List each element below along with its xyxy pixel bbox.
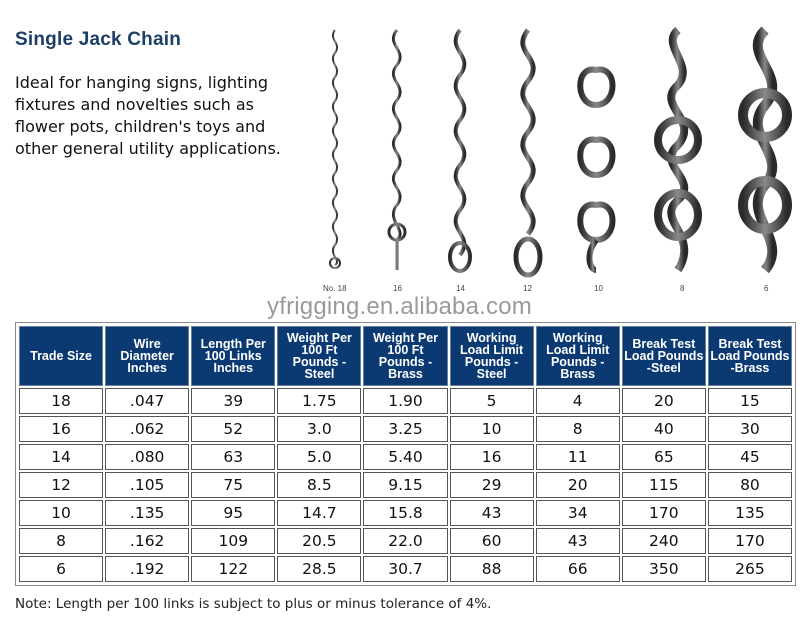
table-cell: .062 xyxy=(105,416,189,442)
chain-label-14: 14 xyxy=(456,284,465,293)
table-cell: 170 xyxy=(708,528,792,554)
table-cell: 1.90 xyxy=(363,388,447,414)
table-cell: 8 xyxy=(19,528,103,554)
table-cell: 88 xyxy=(450,556,534,582)
table-cell: 350 xyxy=(622,556,706,582)
table-cell: 29 xyxy=(450,472,534,498)
specs-table xyxy=(15,322,796,586)
table-cell: 5 xyxy=(450,388,534,414)
table-cell: 20 xyxy=(622,388,706,414)
table-cell: 43 xyxy=(450,500,534,526)
col-wll-steel: Working Load Limit Pounds - Steel xyxy=(450,326,534,386)
table-cell: 122 xyxy=(191,556,275,582)
col-weight-steel: Weight Per 100 Ft Pounds - Steel xyxy=(277,326,361,386)
table-cell: 22.0 xyxy=(363,528,447,554)
chain-label-16: 16 xyxy=(393,284,402,293)
table-cell: 8.5 xyxy=(277,472,361,498)
table-cell: 66 xyxy=(536,556,620,582)
table-cell: 135 xyxy=(708,500,792,526)
table-cell: 30.7 xyxy=(363,556,447,582)
table-cell: 5.0 xyxy=(277,444,361,470)
table-cell: 15.8 xyxy=(363,500,447,526)
chain-illustration-icon xyxy=(300,25,808,300)
col-length-per-100: Length Per 100 Links Inches xyxy=(191,326,275,386)
table-cell: 12 xyxy=(19,472,103,498)
col-wll-brass: Working Load Limit Pounds - Brass xyxy=(536,326,620,386)
watermark: yfrigging.en.alibaba.com xyxy=(267,293,532,320)
table-cell: 20 xyxy=(536,472,620,498)
table-row xyxy=(19,528,792,554)
col-weight-brass: Weight Per 100 Ft Pounds - Brass xyxy=(363,326,447,386)
table-cell: 52 xyxy=(191,416,275,442)
table-cell: 3.0 xyxy=(277,416,361,442)
table-cell: .162 xyxy=(105,528,189,554)
col-break-brass: Break Test Load Pounds -Brass xyxy=(708,326,792,386)
product-description: Ideal for hanging signs, lighting fixtures and novelties such as flower pots, children's toys and other general utility applications. xyxy=(15,73,281,158)
table-cell: 4 xyxy=(536,388,620,414)
table-row xyxy=(19,500,792,526)
table-row xyxy=(19,388,792,414)
table-row xyxy=(19,556,792,582)
col-break-steel: Break Test Load Pounds -Steel xyxy=(622,326,706,386)
table-cell: .135 xyxy=(105,500,189,526)
table-cell: 63 xyxy=(191,444,275,470)
table-cell: 43 xyxy=(536,528,620,554)
table-cell: 34 xyxy=(536,500,620,526)
chain-label-10: 10 xyxy=(594,284,603,293)
table-cell: 65 xyxy=(622,444,706,470)
table-cell: 60 xyxy=(450,528,534,554)
chain-label-18: No. 18 xyxy=(323,284,347,293)
table-cell: 16 xyxy=(19,416,103,442)
table-cell: .192 xyxy=(105,556,189,582)
table-cell: 30 xyxy=(708,416,792,442)
table-cell: 15 xyxy=(708,388,792,414)
table-cell: 14.7 xyxy=(277,500,361,526)
table-cell: 14 xyxy=(19,444,103,470)
table-cell: 95 xyxy=(191,500,275,526)
table-cell: 40 xyxy=(622,416,706,442)
table-cell: 265 xyxy=(708,556,792,582)
table-cell: 109 xyxy=(191,528,275,554)
col-trade-size: Trade Size xyxy=(19,326,103,386)
table-row xyxy=(19,444,792,470)
table-cell: 20.5 xyxy=(277,528,361,554)
page-title: Single Jack Chain xyxy=(15,29,182,50)
table-cell: 28.5 xyxy=(277,556,361,582)
table-cell: 10 xyxy=(19,500,103,526)
table-cell: 11 xyxy=(536,444,620,470)
table-cell: 170 xyxy=(622,500,706,526)
table-cell: 18 xyxy=(19,388,103,414)
chain-label-6: 6 xyxy=(764,284,769,293)
table-cell: .080 xyxy=(105,444,189,470)
table-cell: 45 xyxy=(708,444,792,470)
table-cell: .047 xyxy=(105,388,189,414)
table-cell: 1.75 xyxy=(277,388,361,414)
table-cell: 6 xyxy=(19,556,103,582)
table-header-row xyxy=(19,326,792,386)
table-cell: 10 xyxy=(450,416,534,442)
table-cell: .105 xyxy=(105,472,189,498)
table-cell: 80 xyxy=(708,472,792,498)
table-cell: 5.40 xyxy=(363,444,447,470)
tolerance-note: Note: Length per 100 links is subject to plus or minus tolerance of 4%. xyxy=(15,596,492,612)
table-row xyxy=(19,416,792,442)
table-cell: 8 xyxy=(536,416,620,442)
table-cell: 39 xyxy=(191,388,275,414)
chain-label-12: 12 xyxy=(523,284,532,293)
table-cell: 115 xyxy=(622,472,706,498)
table-cell: 240 xyxy=(622,528,706,554)
table-cell: 75 xyxy=(191,472,275,498)
table-cell: 16 xyxy=(450,444,534,470)
chain-label-8: 8 xyxy=(680,284,685,293)
table-row xyxy=(19,472,792,498)
col-wire-diameter: Wire Diameter Inches xyxy=(105,326,189,386)
chain-sizes-photo xyxy=(300,25,808,300)
table-cell: 3.25 xyxy=(363,416,447,442)
table-cell: 9.15 xyxy=(363,472,447,498)
